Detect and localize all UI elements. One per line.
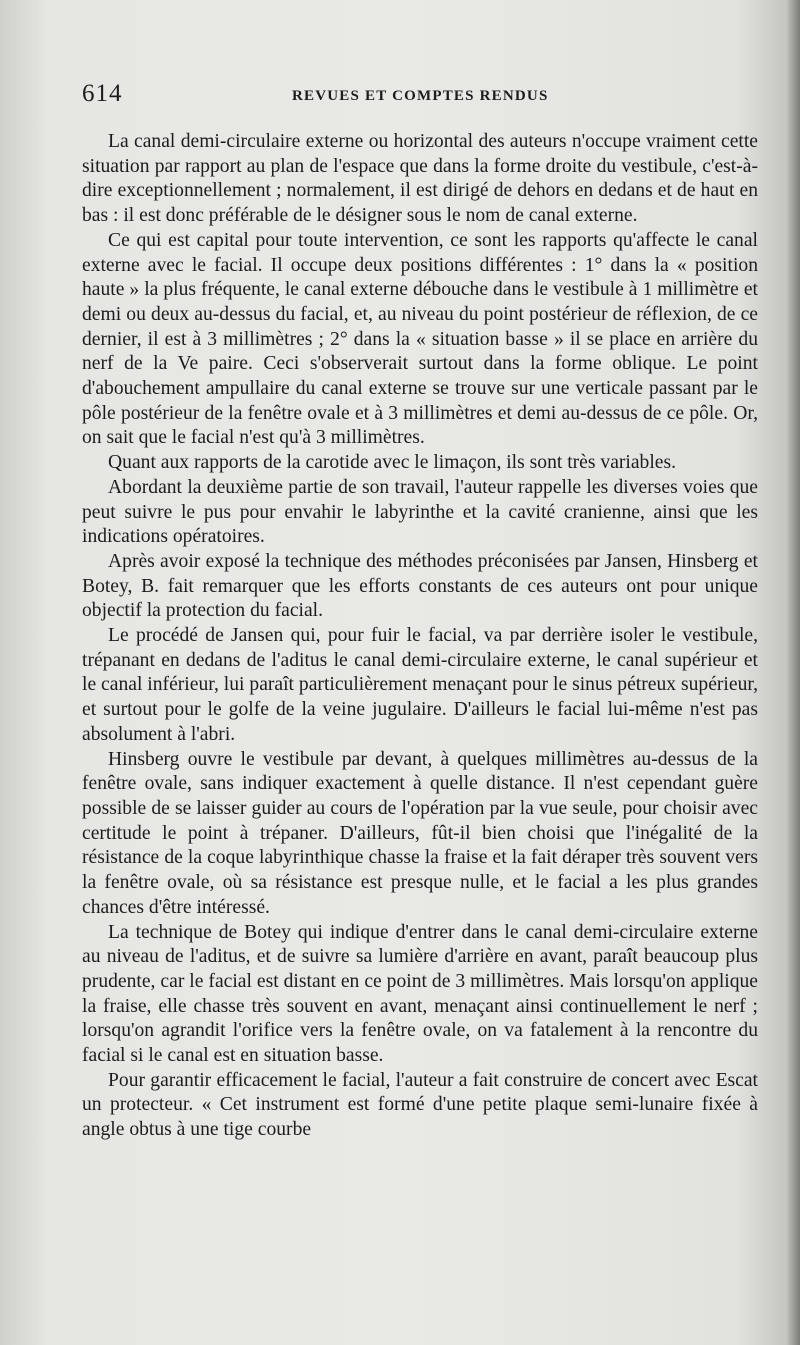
paragraph: La canal demi-circulaire externe ou horizontal des auteurs n'occupe vraiment cette situation par rapport au plan de l'espace que dans la forme droite du vestibule, c'est-à-dire exceptionnellement ; normalement, il est dirigé de dehors en dedans et de haut en bas : il est donc préférable de le désigner sous le nom de canal externe. [82,131,758,227]
running-title: REVUES ET COMPTES RENDUS [292,88,549,104]
paragraph: Pour garantir efficacement le facial, l'auteur a fait construire de concert avec Escat un protecteur. « Cet instrument est formé d'une petite plaque semi-lunaire fixée à angle obtus à une tige courbe [82,1069,758,1141]
article-body [82,130,758,1143]
page-header [82,80,772,116]
paragraph: La technique de Botey qui indique d'entrer dans le canal demi-circulaire externe au niveau de l'aditus, et de suivre sa lumière d'arrière en avant, paraît beaucoup plus prudente, car le facial est distant en ce point de 3 millimètres. Mais lorsqu'on applique la fraise, elle chasse très souvent en avant, menaçant ainsi continuellement le nerf ; lorsqu'on agrandit l'orifice vers la fenêtre ovale, on va fatalement à la rencontre du facial si le canal est en situation basse. [82,921,758,1067]
paragraph: Quant aux rapports de la carotide avec le limaçon, ils sont très variables. [108,452,677,474]
page-number: 614 [82,80,123,107]
paragraph: Après avoir exposé la technique des méthodes préconisées par Jansen, Hinsberg et Botey, B. fait remarquer que les efforts constants de ces auteurs ont pour unique objectif la protection du facial. [82,550,758,622]
paragraph: Hinsberg ouvre le vestibule par devant, à quelques millimètres au-dessus de la fenêtre ovale, sans indiquer exactement à quelle distance. Il n'est cependant guère possible de se laisser guider au cours de l'opération par la vue seule, pour choisir avec certitude le point à trépaner. D'ailleurs, fût-il bien choisi que l'inégalité de la résistance de la coque labyrinthique chasse la fraise et la fait déraper très souvent vers la fenêtre ovale, où sa résistance est presque nulle, et le facial a les plus grandes chances d'être intéressé. [82,748,758,918]
paragraph: Le procédé de Jansen qui, pour fuir le facial, va par derrière isoler le vestibule, trépanant en dedans de l'aditus le canal demi-circulaire externe, le canal supérieur et le canal inférieur, lui paraît particulièrement menaçant pour le sinus pétreux supérieur, et surtout pour le golfe de la veine jugulaire. D'ailleurs le facial lui-même n'est pas absolument à l'abri. [82,625,758,745]
page-edge-shadow [786,0,800,1345]
paragraph: Ce qui est capital pour toute intervention, ce sont les rapports qu'affecte le canal externe avec le facial. Il occupe deux positions différentes : 1° dans la « position haute » la plus fréquente, le canal externe débouche dans le vestibule à 1 millimètre et demi ou deux au-dessus du facial, et, au niveau du point postérieur de réflexion, de ce dernier, il est à 3 millimètres ; 2° dans la « situation basse » il se place en arrière du nerf de la Ve paire. Ceci s'observerait surtout dans la forme oblique. Le point d'abouchement ampullaire du canal externe se trouve sur une verticale passant par le pôle postérieur de la fenêtre ovale et à 3 millimètres et demi au-dessus de ce pôle. Or, on sait que le facial n'est qu'à 3 millimètres. [82,229,758,449]
paragraph: Abordant la deuxième partie de son travail, l'auteur rappelle les diverses voies que peut suivre le pus pour envahir le labyrinthe et la cavité cranienne, ainsi que les indications opératoires. [82,476,758,548]
